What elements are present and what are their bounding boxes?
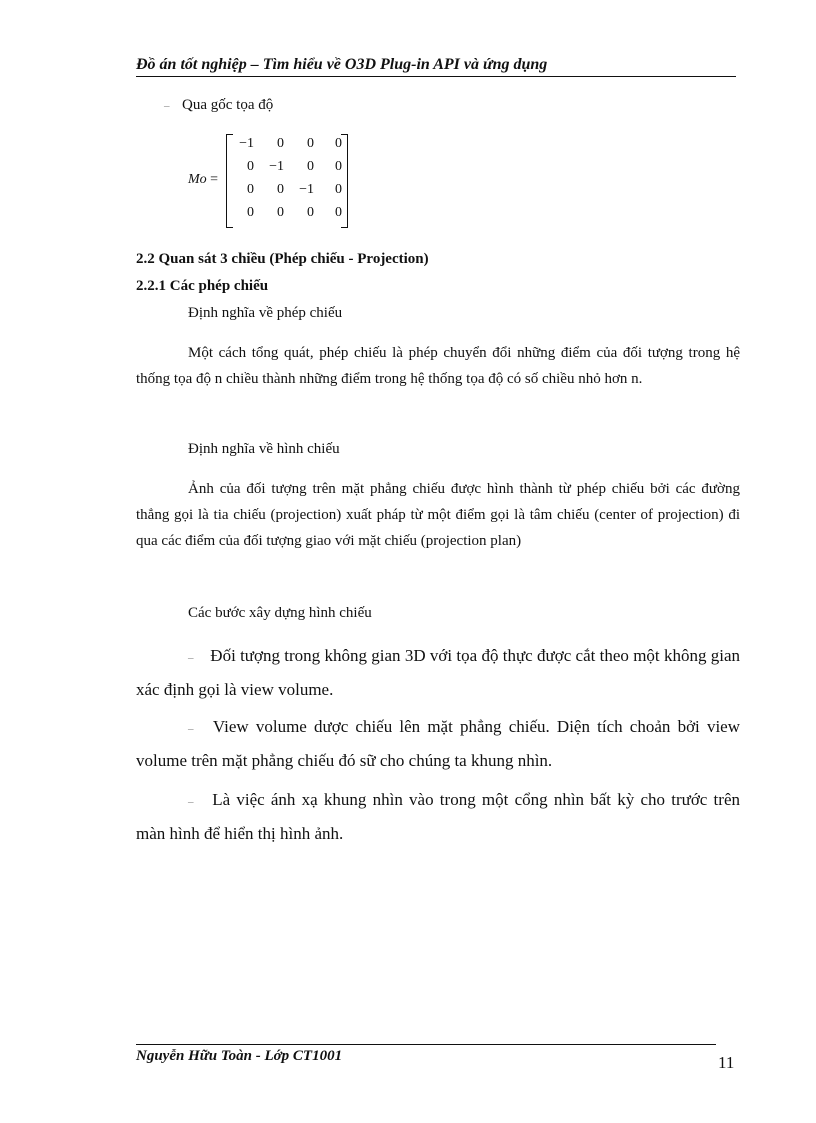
section-heading: 2.2 Quan sát 3 chiều (Phép chiếu - Projection) (136, 251, 429, 267)
matrix-cell: 0 (335, 136, 342, 151)
matrix-cell: −1 (299, 182, 314, 197)
matrix-cell: 0 (335, 159, 342, 174)
matrix-equals: = (210, 172, 219, 187)
matrix-cell: 0 (247, 182, 254, 197)
bullet-origin (164, 97, 273, 114)
matrix-right-bracket (341, 134, 348, 228)
matrix-cell: 0 (307, 205, 314, 220)
step-item (136, 784, 740, 849)
step-marker: – (188, 796, 194, 808)
step-marker: – (188, 723, 194, 735)
matrix-symbol: Mo (188, 172, 207, 187)
step-text: Là việc ánh xạ khung nhìn vào trong một cổng nhìn bất kỳ cho trước trên màn hình để hiển thị hình ảnh. (136, 790, 740, 843)
step-marker: – (188, 652, 194, 664)
matrix-cell: 0 (277, 182, 284, 197)
step-item (136, 640, 740, 705)
definition-projection-title: Định nghĩa về phép chiếu (188, 305, 343, 321)
subsection-heading: 2.2.1 Các phép chiếu (136, 278, 269, 294)
matrix-cell: 0 (335, 205, 342, 220)
bullet-origin-text: Qua gốc tọa độ (182, 97, 274, 113)
matrix-cell: 0 (335, 182, 342, 197)
matrix-cell: −1 (269, 159, 284, 174)
matrix-label (188, 172, 218, 188)
page-number: 11 (718, 1053, 735, 1072)
matrix-cell: 0 (247, 159, 254, 174)
matrix-cell: 0 (247, 205, 254, 220)
footer-divider (136, 1044, 716, 1045)
page-header: Đồ án tốt nghiệp – Tìm hiểu về O3D Plug-in API và ứng dụng (136, 56, 736, 77)
definition-projection-text: Một cách tổng quát, phép chiếu là phép chuyển đổi những điểm của đối tượng trong hệ thống tọa độ n chiều thành những điểm trong hệ thống tọa độ có số chiều nhỏ hơn n. (136, 345, 740, 387)
matrix-cell: 0 (277, 205, 284, 220)
bullet-marker: – (164, 100, 170, 112)
matrix-cell: 0 (307, 159, 314, 174)
matrix-cell: 0 (307, 136, 314, 151)
step-text: View volume dược chiếu lên mặt phẳng chiếu. Diện tích choản bởi view volume trên mặt phẳng chiếu đó sữ cho chúng ta khung nhìn. (136, 717, 740, 770)
matrix-cell: 0 (277, 136, 284, 151)
definition-image-title: Định nghĩa về hình chiếu (188, 441, 340, 457)
reflection-matrix (226, 134, 348, 228)
footer-author: Nguyễn Hữu Toàn - Lớp CT1001 (136, 1048, 343, 1064)
step-item (136, 711, 740, 776)
definition-image-text: Ảnh của đối tượng trên mặt phẳng chiếu được hình thành từ phép chiếu bởi các đường thẳng gọi là tia chiếu (projection) xuất pháp từ một điểm gọi là tâm chiếu (center of projection) đi qua các điểm của đối tượng giao với mặt chiếu (projection plan) (136, 481, 740, 549)
step-text: Đối tượng trong không gian 3D với tọa độ thực được cắt theo một không gian xác định gọi là view volume. (136, 646, 740, 699)
steps-title: Các bước xây dựng hình chiếu (188, 605, 372, 621)
matrix-cell: −1 (239, 136, 254, 151)
